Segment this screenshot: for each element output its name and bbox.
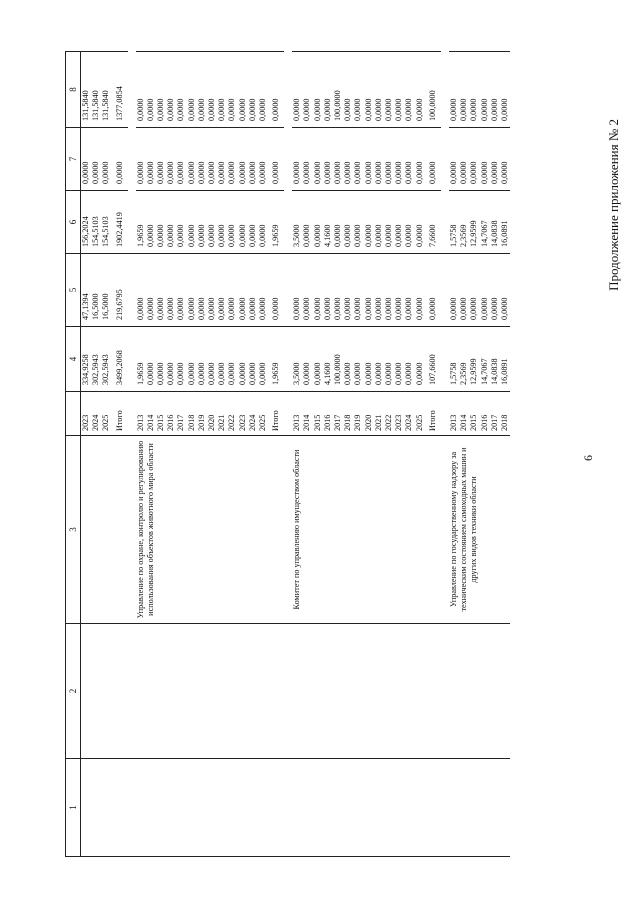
value-cell-v8: 0,0000 (353, 52, 363, 128)
value-cell-v8: 0,0000 (176, 52, 186, 128)
value-cell-v6: 4,1600 (323, 191, 333, 254)
value-cell-v6: 0,0000 (374, 191, 384, 254)
value-cell-v4: 0,0000 (166, 327, 176, 392)
value-cell-v6: 0,0000 (166, 191, 176, 254)
value-cell-v7: 0,0000 (187, 128, 197, 191)
gap-cell (128, 254, 136, 327)
value-cell-v8: 0,0000 (302, 52, 312, 128)
value-cell-v5: 0,0000 (258, 254, 268, 327)
year-cell: 2016 (323, 392, 333, 436)
value-cell-v4: 14,0838 (490, 327, 500, 392)
year-cell: 2013 (292, 392, 302, 436)
value-cell-v5: 0,0000 (166, 254, 176, 327)
value-cell-v5: 0,0000 (248, 254, 258, 327)
value-cell-v6: 0,0000 (302, 191, 312, 254)
value-cell-v7: 0,0000 (302, 128, 312, 191)
total-value-v8: 1377,0854 (112, 52, 128, 128)
year-cell: 2016 (166, 392, 176, 436)
value-cell-v6: 0,0000 (333, 191, 343, 254)
value-cell-v5: 0,0000 (364, 254, 374, 327)
value-cell-v5: 0,0000 (333, 254, 343, 327)
table-row (449, 52, 459, 857)
value-cell-v7: 0,0000 (500, 128, 510, 191)
year-cell: 2024 (248, 392, 258, 436)
value-cell-v8: 0,0000 (146, 52, 156, 128)
value-cell-v5: 0,0000 (187, 254, 197, 327)
total-value-v7: 0,0000 (112, 128, 128, 191)
section-gap-row (284, 52, 292, 857)
value-cell-v8: 0,0000 (404, 52, 414, 128)
value-cell-v5: 0,0000 (469, 254, 479, 327)
section-gap-row (128, 52, 136, 857)
value-cell-v5: 0,0000 (217, 254, 227, 327)
value-cell-v7: 0,0000 (146, 128, 156, 191)
value-cell-v8: 0,0000 (323, 52, 333, 128)
year-cell: 2024 (91, 392, 101, 436)
value-cell-v7: 0,0000 (374, 128, 384, 191)
gap-cell (128, 327, 136, 392)
cell-col-1 (81, 759, 128, 857)
year-cell: 2013 (136, 392, 146, 436)
year-cell: 2025 (101, 392, 111, 436)
value-cell-v4: 0,0000 (384, 327, 394, 392)
value-cell-v8: 0,0000 (207, 52, 217, 128)
year-cell: 2024 (404, 392, 414, 436)
organization-name: Управление по государственному надзору за техническим состоянием самоходных машин и других видов техники области (449, 436, 510, 624)
value-cell-v8: 0,0000 (480, 52, 490, 128)
value-cell-v5: 0,0000 (415, 254, 425, 327)
value-cell-v7: 0,0000 (384, 128, 394, 191)
total-label: Итого (268, 392, 284, 436)
value-cell-v6: 156,2024 (81, 191, 92, 254)
year-cell: 2023 (394, 392, 404, 436)
value-cell-v5: 0,0000 (459, 254, 469, 327)
col-header-6: 6 (66, 191, 81, 254)
value-cell-v4: 302,5943 (91, 327, 101, 392)
value-cell-v4: 0,0000 (217, 327, 227, 392)
value-cell-v4: 0,0000 (146, 327, 156, 392)
gap-cell (284, 392, 292, 436)
total-value-v8: 0,0000 (268, 52, 284, 128)
gap-cell (441, 254, 449, 327)
value-cell-v5: 0,0000 (197, 254, 207, 327)
value-cell-v6: 0,0000 (343, 191, 353, 254)
gap-cell (284, 254, 292, 327)
value-cell-v4: 100,0000 (333, 327, 343, 392)
cell-col-2 (81, 624, 128, 759)
value-cell-v7: 0,0000 (207, 128, 217, 191)
value-cell-v6: 0,0000 (404, 191, 414, 254)
value-cell-v4: 0,0000 (415, 327, 425, 392)
year-cell: 2017 (333, 392, 343, 436)
year-cell: 2021 (374, 392, 384, 436)
value-cell-v6: 0,0000 (353, 191, 363, 254)
value-cell-v8: 0,0000 (197, 52, 207, 128)
value-cell-v4: 1,5758 (449, 327, 459, 392)
value-cell-v6: 0,0000 (207, 191, 217, 254)
gap-cell (284, 327, 292, 392)
year-cell: 2022 (227, 392, 237, 436)
year-cell: 2015 (313, 392, 323, 436)
year-cell: 2016 (480, 392, 490, 436)
value-cell-v5: 0,0000 (146, 254, 156, 327)
total-value-v7: 0,0000 (425, 128, 441, 191)
value-cell-v7: 0,0000 (217, 128, 227, 191)
value-cell-v4: 0,0000 (238, 327, 248, 392)
value-cell-v7: 0,0000 (292, 128, 302, 191)
gap-cell (128, 392, 136, 436)
value-cell-v5: 16,5000 (101, 254, 111, 327)
total-value-v8: 100,0000 (425, 52, 441, 128)
value-cell-v4: 3,5000 (292, 327, 302, 392)
value-cell-v7: 0,0000 (238, 128, 248, 191)
col-header-5: 5 (66, 254, 81, 327)
value-cell-v7: 0,0000 (459, 128, 469, 191)
gap-cell (441, 436, 449, 624)
value-cell-v5: 0,0000 (353, 254, 363, 327)
value-cell-v7: 0,0000 (415, 128, 425, 191)
value-cell-v6: 1,9659 (136, 191, 146, 254)
value-cell-v4: 4,1600 (323, 327, 333, 392)
value-cell-v5: 47,1394 (81, 254, 92, 327)
gap-cell (441, 392, 449, 436)
value-cell-v6: 0,0000 (313, 191, 323, 254)
value-cell-v4: 0,0000 (197, 327, 207, 392)
total-value-v6: 1902,4419 (112, 191, 128, 254)
col-header-4: 4 (66, 327, 81, 392)
value-cell-v8: 0,0000 (394, 52, 404, 128)
year-cell: 2013 (449, 392, 459, 436)
value-cell-v6: 0,0000 (364, 191, 374, 254)
total-value-v5: 0,0000 (425, 254, 441, 327)
value-cell-v7: 0,0000 (364, 128, 374, 191)
value-cell-v8: 0,0000 (415, 52, 425, 128)
value-cell-v5: 0,0000 (136, 254, 146, 327)
value-cell-v4: 0,0000 (313, 327, 323, 392)
col-header-7: 7 (66, 128, 81, 191)
value-cell-v6: 14,0838 (490, 191, 500, 254)
value-cell-v5: 0,0000 (404, 254, 414, 327)
value-cell-v4: 12,9599 (469, 327, 479, 392)
value-cell-v7: 0,0000 (156, 128, 166, 191)
value-cell-v8: 0,0000 (469, 52, 479, 128)
value-cell-v4: 0,0000 (156, 327, 166, 392)
value-cell-v8: 131,5840 (81, 52, 92, 128)
cell-col-2 (292, 624, 441, 759)
value-cell-v6: 1,5758 (449, 191, 459, 254)
value-cell-v7: 0,0000 (394, 128, 404, 191)
col-header-2: 2 (66, 624, 81, 759)
value-cell-v5: 0,0000 (394, 254, 404, 327)
year-cell: 2015 (469, 392, 479, 436)
value-cell-v6: 0,0000 (146, 191, 156, 254)
value-cell-v7: 0,0000 (166, 128, 176, 191)
gap-cell (441, 624, 449, 759)
value-cell-v5: 0,0000 (313, 254, 323, 327)
value-cell-v7: 0,0000 (313, 128, 323, 191)
value-cell-v5: 0,0000 (176, 254, 186, 327)
value-cell-v4: 0,0000 (176, 327, 186, 392)
value-cell-v5: 0,0000 (449, 254, 459, 327)
value-cell-v8: 0,0000 (500, 52, 510, 128)
year-cell: 2018 (343, 392, 353, 436)
value-cell-v7: 0,0000 (353, 128, 363, 191)
year-cell: 2014 (146, 392, 156, 436)
value-cell-v5: 16,5000 (91, 254, 101, 327)
year-cell: 2015 (156, 392, 166, 436)
total-value-v4: 1,9659 (268, 327, 284, 392)
table-row (81, 52, 92, 857)
total-label: Итого (425, 392, 441, 436)
value-cell-v8: 100,0000 (333, 52, 343, 128)
value-cell-v5: 0,0000 (207, 254, 217, 327)
appendix-title: Продолжение приложения № 2 (606, 119, 621, 291)
year-cell: 2019 (197, 392, 207, 436)
total-value-v6: 7,6600 (425, 191, 441, 254)
value-cell-v6: 0,0000 (197, 191, 207, 254)
value-cell-v5: 0,0000 (500, 254, 510, 327)
cell-col-1 (136, 759, 285, 857)
value-cell-v5: 0,0000 (490, 254, 500, 327)
value-cell-v7: 0,0000 (227, 128, 237, 191)
value-cell-v8: 0,0000 (227, 52, 237, 128)
gap-cell (128, 624, 136, 759)
gap-cell (441, 759, 449, 857)
year-cell: 2018 (500, 392, 510, 436)
value-cell-v8: 0,0000 (364, 52, 374, 128)
value-cell-v7: 0,0000 (258, 128, 268, 191)
year-cell: 2021 (217, 392, 227, 436)
value-cell-v6: 12,9599 (469, 191, 479, 254)
value-cell-v5: 0,0000 (384, 254, 394, 327)
gap-cell (284, 759, 292, 857)
section-gap-row (441, 52, 449, 857)
value-cell-v7: 0,0000 (81, 128, 92, 191)
value-cell-v5: 0,0000 (323, 254, 333, 327)
year-cell: 2023 (81, 392, 92, 436)
value-cell-v4: 0,0000 (248, 327, 258, 392)
value-cell-v6: 0,0000 (156, 191, 166, 254)
value-cell-v8: 0,0000 (490, 52, 500, 128)
value-cell-v4: 0,0000 (258, 327, 268, 392)
value-cell-v7: 0,0000 (469, 128, 479, 191)
year-cell: 2014 (459, 392, 469, 436)
value-cell-v4: 334,9258 (81, 327, 92, 392)
value-cell-v8: 0,0000 (187, 52, 197, 128)
value-cell-v5: 0,0000 (156, 254, 166, 327)
value-cell-v6: 16,0891 (500, 191, 510, 254)
year-cell: 2020 (364, 392, 374, 436)
year-cell: 2017 (490, 392, 500, 436)
value-cell-v8: 0,0000 (449, 52, 459, 128)
value-cell-v8: 0,0000 (166, 52, 176, 128)
value-cell-v6: 0,0000 (394, 191, 404, 254)
total-value-v4: 107,6600 (425, 327, 441, 392)
year-cell: 2018 (187, 392, 197, 436)
value-cell-v4: 0,0000 (364, 327, 374, 392)
value-cell-v6: 14,7067 (480, 191, 490, 254)
value-cell-v7: 0,0000 (490, 128, 500, 191)
value-cell-v6: 0,0000 (217, 191, 227, 254)
value-cell-v7: 0,0000 (91, 128, 101, 191)
value-cell-v7: 0,0000 (197, 128, 207, 191)
budget-table (65, 51, 510, 857)
year-cell: 2022 (384, 392, 394, 436)
year-cell: 2017 (176, 392, 186, 436)
cell-col-2 (136, 624, 285, 759)
value-cell-v6: 3,5000 (292, 191, 302, 254)
value-cell-v4: 0,0000 (404, 327, 414, 392)
value-cell-v4: 0,0000 (394, 327, 404, 392)
value-cell-v8: 0,0000 (292, 52, 302, 128)
value-cell-v4: 1,9659 (136, 327, 146, 392)
value-cell-v4: 0,0000 (343, 327, 353, 392)
table-body (81, 52, 511, 857)
organization-name (81, 436, 128, 624)
value-cell-v4: 0,0000 (207, 327, 217, 392)
value-cell-v8: 0,0000 (374, 52, 384, 128)
value-cell-v8: 0,0000 (459, 52, 469, 128)
total-label: Итого (112, 392, 128, 436)
value-cell-v7: 0,0000 (343, 128, 353, 191)
value-cell-v8: 0,0000 (343, 52, 353, 128)
value-cell-v8: 0,0000 (136, 52, 146, 128)
value-cell-v8: 0,0000 (156, 52, 166, 128)
gap-cell (441, 327, 449, 392)
value-cell-v4: 16,0891 (500, 327, 510, 392)
year-cell: 2014 (302, 392, 312, 436)
value-cell-v6: 154,5103 (101, 191, 111, 254)
value-cell-v6: 0,0000 (258, 191, 268, 254)
value-cell-v5: 0,0000 (374, 254, 384, 327)
gap-cell (128, 759, 136, 857)
col-header-8: 8 (66, 52, 81, 128)
value-cell-v7: 0,0000 (333, 128, 343, 191)
value-cell-v8: 131,5840 (91, 52, 101, 128)
col-header-3: 3 (66, 436, 81, 624)
value-cell-v7: 0,0000 (101, 128, 111, 191)
value-cell-v8: 131,5840 (101, 52, 111, 128)
gap-cell (284, 624, 292, 759)
value-cell-v7: 0,0000 (404, 128, 414, 191)
value-cell-v4: 0,0000 (302, 327, 312, 392)
total-value-v7: 0,0000 (268, 128, 284, 191)
value-cell-v4: 0,0000 (353, 327, 363, 392)
value-cell-v6: 0,0000 (187, 191, 197, 254)
value-cell-v6: 0,0000 (227, 191, 237, 254)
value-cell-v6: 0,0000 (176, 191, 186, 254)
value-cell-v8: 0,0000 (248, 52, 258, 128)
value-cell-v8: 0,0000 (384, 52, 394, 128)
organization-name: Комитет по управлению имуществом области (292, 436, 441, 624)
value-cell-v6: 0,0000 (415, 191, 425, 254)
value-cell-v4: 0,0000 (187, 327, 197, 392)
year-cell: 2019 (353, 392, 363, 436)
value-cell-v7: 0,0000 (248, 128, 258, 191)
value-cell-v6: 154,5103 (91, 191, 101, 254)
year-cell: 2025 (415, 392, 425, 436)
value-cell-v6: 2,3569 (459, 191, 469, 254)
total-value-v6: 1,9659 (268, 191, 284, 254)
value-cell-v5: 0,0000 (292, 254, 302, 327)
total-value-v4: 3499,2068 (112, 327, 128, 392)
table-row (136, 52, 146, 857)
gap-cell (284, 436, 292, 624)
gap-cell (128, 436, 136, 624)
value-cell-v5: 0,0000 (227, 254, 237, 327)
value-cell-v5: 0,0000 (343, 254, 353, 327)
value-cell-v4: 14,7067 (480, 327, 490, 392)
total-value-v5: 219,6795 (112, 254, 128, 327)
value-cell-v5: 0,0000 (238, 254, 248, 327)
table-row (292, 52, 302, 857)
value-cell-v8: 0,0000 (238, 52, 248, 128)
table-header-row (66, 52, 81, 857)
value-cell-v6: 0,0000 (384, 191, 394, 254)
value-cell-v7: 0,0000 (480, 128, 490, 191)
value-cell-v7: 0,0000 (136, 128, 146, 191)
cell-col-1 (449, 759, 510, 857)
value-cell-v6: 0,0000 (238, 191, 248, 254)
total-value-v5: 0,0000 (268, 254, 284, 327)
organization-name: Управление по охране, контролю и регулированию использования объектов животного мира области (136, 436, 285, 624)
year-cell: 2025 (258, 392, 268, 436)
value-cell-v5: 0,0000 (302, 254, 312, 327)
col-header-year (66, 392, 81, 436)
value-cell-v4: 0,0000 (227, 327, 237, 392)
year-cell: 2020 (207, 392, 217, 436)
value-cell-v8: 0,0000 (313, 52, 323, 128)
col-header-1: 1 (66, 759, 81, 857)
value-cell-v7: 0,0000 (449, 128, 459, 191)
value-cell-v4: 0,0000 (374, 327, 384, 392)
value-cell-v8: 0,0000 (217, 52, 227, 128)
page-number: 6 (581, 455, 595, 461)
cell-col-1 (292, 759, 441, 857)
value-cell-v8: 0,0000 (258, 52, 268, 128)
year-cell: 2023 (238, 392, 248, 436)
value-cell-v6: 0,0000 (248, 191, 258, 254)
value-cell-v4: 2,3569 (459, 327, 469, 392)
cell-col-2 (449, 624, 510, 759)
value-cell-v7: 0,0000 (176, 128, 186, 191)
value-cell-v7: 0,0000 (323, 128, 333, 191)
value-cell-v4: 302,5943 (101, 327, 111, 392)
value-cell-v5: 0,0000 (480, 254, 490, 327)
